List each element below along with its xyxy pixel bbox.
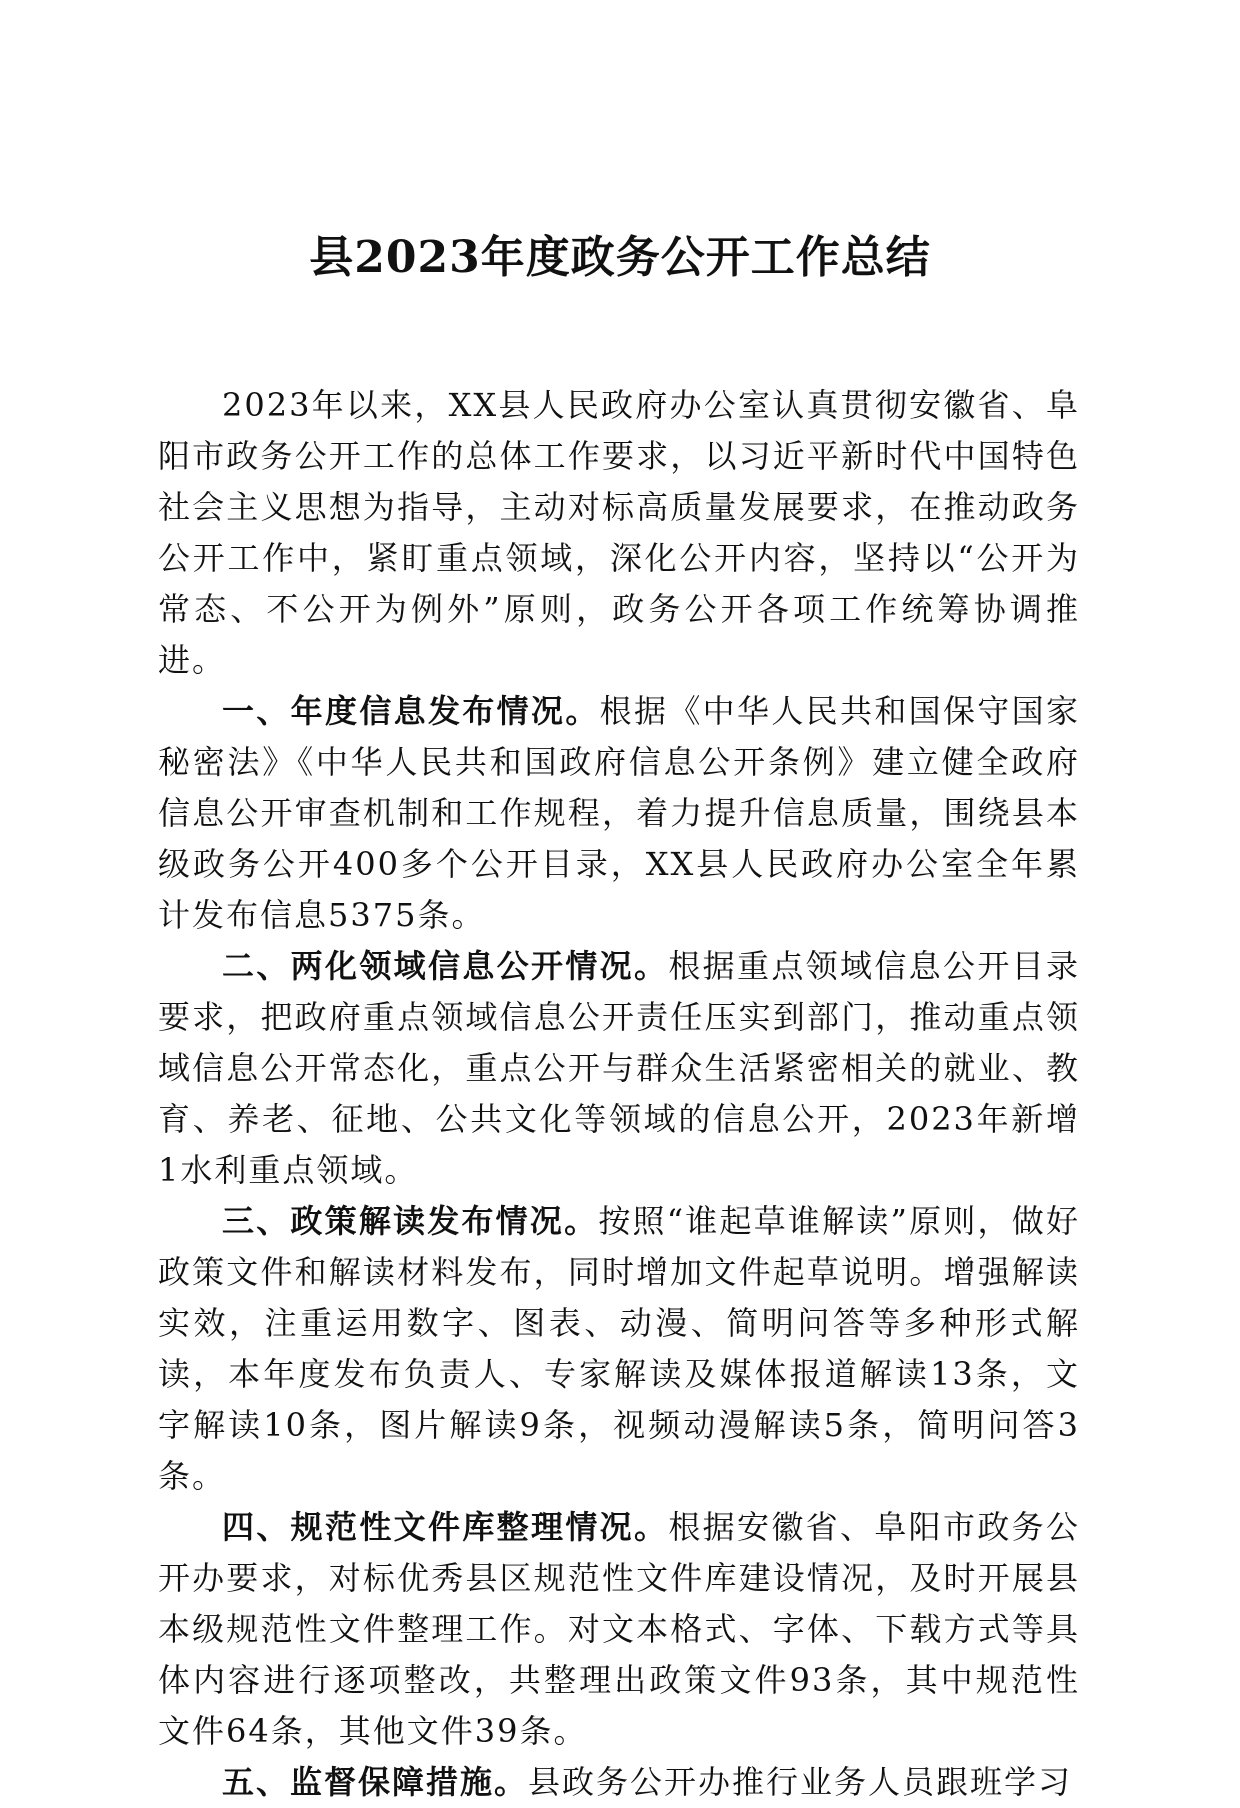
- section-paragraph-5: [158, 1757, 1080, 1808]
- section-paragraph-2: [158, 941, 1080, 1196]
- section-heading-4: 四、规范性文件库整理情况。: [222, 1508, 669, 1546]
- section-paragraph-4: [158, 1502, 1080, 1757]
- section-text-3: 按照“谁起草谁解读”原则，做好政策文件和解读材料发布，同时增加文件起草说明。增强解读实效，注重运用数字、图表、动漫、简明问答等多种形式解读，本年度发布负责人、专家解读及媒体报道解读13条，文字解读10条，图片解读9条，视频动漫解读5条，简明问答3条。: [158, 1202, 1080, 1495]
- section-text-4: 根据安徽省、阜阳市政务公开办要求，对标优秀县区规范性文件库建设情况，及时开展县本级规范性文件整理工作。对文本格式、字体、下载方式等具体内容进行逐项整改，共整理出政策文件93条，其中规范性文件64条，其他文件39条。: [158, 1508, 1080, 1750]
- section-heading-1: 一、年度信息发布情况。: [222, 692, 600, 730]
- section-paragraph-3: [158, 1196, 1080, 1502]
- section-text-2: 根据重点领域信息公开目录要求，把政府重点领域信息公开责任压实到部门，推动重点领域信息公开常态化，重点公开与群众生活紧密相关的就业、教育、养老、征地、公共文化等领域的信息公开，2023年新增1水利重点领域。: [158, 947, 1080, 1189]
- section-paragraph-1: [158, 686, 1080, 941]
- section-heading-2: 二、两化领域信息公开情况。: [222, 947, 669, 985]
- section-heading-5: 五、监督保障措施。: [222, 1763, 529, 1801]
- document-body: [158, 380, 1080, 1808]
- intro-paragraph: 2023年以来，XX县人民政府办公室认真贯彻安徽省、阜阳市政务公开工作的总体工作要求，以习近平新时代中国特色社会主义思想为指导，主动对标高质量发展要求，在推动政务公开工作中，紧盯重点领域，深化公开内容，坚持以“公开为常态、不公开为例外”原则，政务公开各项工作统筹协调推进。: [158, 386, 1080, 679]
- document-title: 县2023年度政务公开工作总结: [309, 232, 931, 283]
- section-heading-3: 三、政策解读发布情况。: [222, 1202, 599, 1240]
- section-text-5: 县政务公开办推行业务人员跟班学习: [528, 1763, 1073, 1801]
- section-text-1: 根据《中华人民共和国保守国家秘密法》《中华人民共和国政府信息公开条例》建立健全政府信息公开审查机制和工作规程，着力提升信息质量，围绕县本级政务公开400多个公开目录，XX县人民政府办公室全年累计发布信息5375条。: [158, 692, 1080, 934]
